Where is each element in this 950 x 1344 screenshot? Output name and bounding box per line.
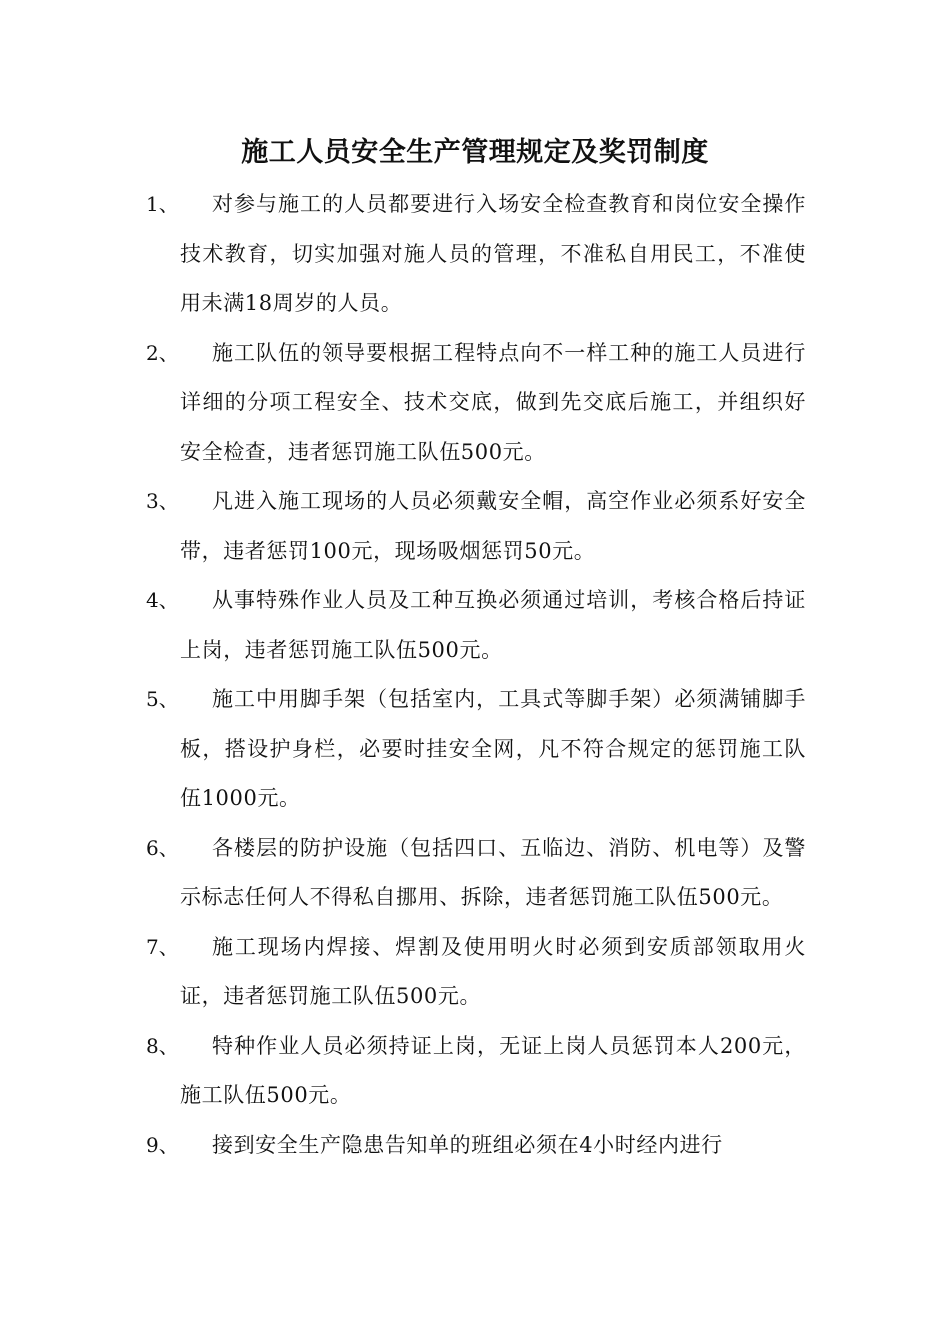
rule-item-7	[0, 923, 806, 1022]
rule-text: 凡进入施工现场的人员必须戴安全帽，高空作业必须系好安全带，违者惩罚100元，现场吸烟惩罚50元。	[180, 489, 806, 563]
rule-text: 各楼层的防护设施（包括四口、五临边、消防、机电等）及警示标志任何人不得私自挪用、拆除，违者惩罚施工队伍500元。	[180, 835, 806, 909]
rules-list	[0, 180, 950, 1170]
rule-text: 施工中用脚手架（包括室内，工具式等脚手架）必须满铺脚手板，搭设护身栏，必要时挂安全网，凡不符合规定的惩罚施工队伍1000元。	[180, 687, 806, 810]
rule-text: 接到安全生产隐患告知单的班组必须在4小时经内进行	[212, 1132, 723, 1157]
rule-text: 特种作业人员必须持证上岗，无证上岗人员惩罚本人200元，施工队伍500元。	[180, 1033, 806, 1107]
rule-number: 9、	[146, 1132, 179, 1157]
rule-item-3	[0, 477, 806, 576]
document-title: 施工人员安全生产管理规定及奖罚制度	[241, 137, 709, 168]
rule-item-5	[0, 675, 806, 824]
rule-text: 从事特殊作业人员及工种互换必须通过培训，考核合格后持证上岗，违者惩罚施工队伍500元。	[180, 588, 806, 662]
rule-number: 5、	[146, 687, 179, 711]
rule-item-4	[0, 576, 806, 675]
rule-number: 2、	[146, 340, 179, 365]
rule-item-8	[0, 1022, 806, 1121]
rule-number: 3、	[146, 489, 179, 513]
rule-text: 施工队伍的领导要根据工程特点向不一样工种的施工人员进行详细的分项工程安全、技术交底，做到先交底后施工，并组织好安全检查，违者惩罚施工队伍500元。	[180, 340, 806, 464]
rule-number: 8、	[146, 1033, 179, 1058]
rule-item-9	[0, 1121, 806, 1171]
rule-number: 6、	[146, 835, 179, 860]
rule-number: 7、	[146, 934, 179, 959]
rule-item-1	[0, 180, 806, 329]
rule-text: 施工现场内焊接、焊割及使用明火时必须到安质部领取用火证，违者惩罚施工队伍500元。	[180, 934, 806, 1008]
rule-text: 对参与施工的人员都要进行入场安全检查教育和岗位安全操作技术教育，切实加强对施人员的管理，不准私自用民工，不准使用未满18周岁的人员。	[180, 192, 806, 315]
rule-item-6	[0, 824, 806, 923]
rule-item-2	[0, 329, 806, 478]
rule-number: 4、	[146, 588, 179, 612]
rule-number: 1、	[146, 192, 179, 216]
